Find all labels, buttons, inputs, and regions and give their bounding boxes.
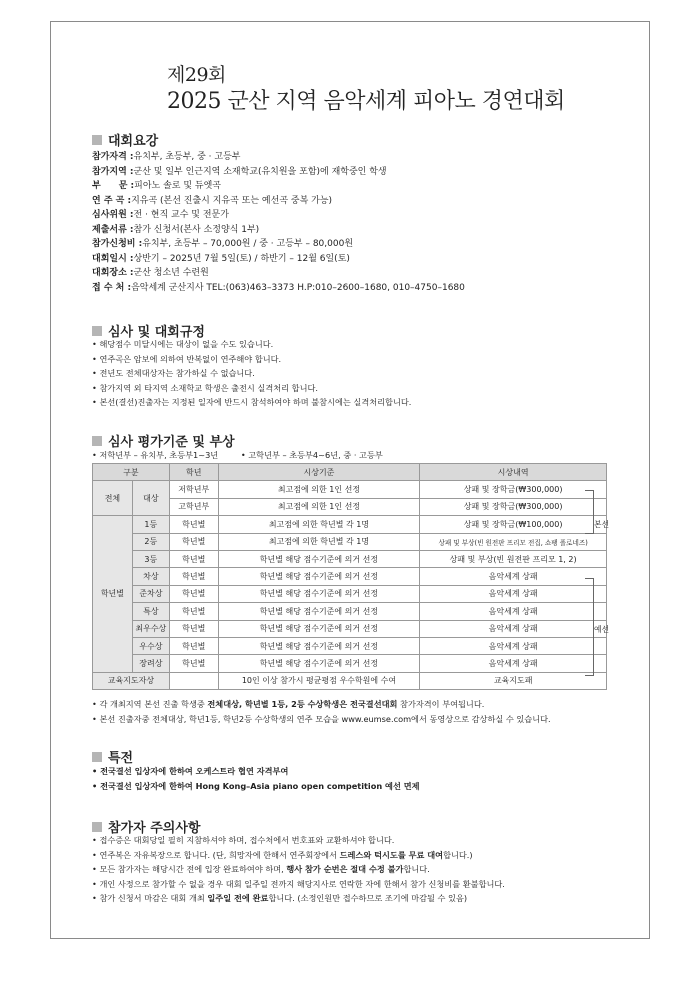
overview-value: 유치부, 초등부, 중 · 고등부 [133,152,241,162]
prize-cell: 음악세계 상패 [420,585,607,602]
prize-cell: 음악세계 상패 [420,603,607,620]
overview-label: 접 수 처 : [92,282,132,293]
overview-item [92,150,465,165]
grade-cell: 학년별 [169,603,218,620]
group-cell: 학년별 [93,516,133,673]
prize-cell: 상패 및 장학금(₩300,000) [420,481,607,498]
grade-cell: 학년별 [169,533,218,550]
group-cell: 전체 [93,481,133,516]
notice-item: • 접수증은 대회당일 필히 지참하셔야 하며, 접수처에서 번호표와 교환하셔야 합니다. [92,833,505,848]
criteria-cell: 학년별 해당 점수기준에 의거 선정 [218,568,420,585]
overview-label: 부 문 : [92,181,135,191]
footnote-item: • 각 개최지역 본선 진출 학생중 전체대상, 학년별 1등, 2등 수상학생은 전국결선대회 참가자격이 부여됩니다. [92,697,551,712]
overview-value: 상반기 – 2025년 7월 5일(토) / 하반기 – 12월 6일(토) [133,253,350,264]
table-row [93,620,607,637]
overview-value: 피아노 솔로 및 듀엣곡 [134,181,221,191]
header-category: 구분 [93,464,170,481]
table-row [93,672,607,689]
award-table [92,463,610,690]
overview-value: 지유곡 (본선 진출시 지유곡 또는 예선곡 중복 가능) [131,195,333,206]
prize-cell: 교육지도패 [420,672,607,689]
criteria-cell: 학년별 해당 점수기준에 의거 선정 [218,585,420,602]
award-cell: 2등 [132,533,169,550]
criteria-cell: 학년별 해당 점수기준에 의거 선정 [218,603,420,620]
table-row [93,516,607,533]
overview-item [92,179,465,194]
overview-label: 대회일시 : [92,253,134,264]
square-bullet-icon [92,135,102,145]
overview-label: 심사위원 : [92,210,134,220]
award-cell: 최우수상 [132,620,169,637]
rule-item: • 연주곡은 암보에 의하여 반복없이 연주해야 합니다. [92,352,411,367]
notice-item: • 개인 사정으로 참가할 수 없을 경우 대회 일주일 전까지 해당지사로 연락한 자에 한해서 참가 신청비를 환불합니다. [92,877,505,892]
rules-list [92,337,411,410]
overview-item [92,266,465,281]
overview-item [92,252,465,267]
notice-list [92,833,505,906]
criteria-footnotes [92,697,551,726]
grade-cell: 저학년부 [169,481,218,498]
table-row [93,498,607,515]
prize-cell: 상패 및 장학금(₩300,000) [420,498,607,515]
grade-cell: 학년별 [169,516,218,533]
square-bullet-icon [92,822,102,832]
award-cell: 특상 [132,603,169,620]
notice-item: • 참가 신청서 마감은 대회 개최 일주일 전에 완료합니다. (소정인원만 접수하므로 조기에 마감될 수 있음) [92,891,505,906]
section-title: 심사 평가기준 및 부상 [108,435,235,450]
section-title: 대회요강 [108,134,159,149]
criteria-cell: 학년별 해당 점수기준에 의거 선정 [218,550,420,567]
grade-cell: 학년별 [169,585,218,602]
edition-label: 제29회 [167,64,226,86]
grade-cell: 학년별 [169,620,218,637]
prize-cell: 음악세계 상패 [420,568,607,585]
section-heading-criteria [92,431,235,450]
overview-item [92,237,465,252]
overview-value: 유치부, 초등부 – 70,000원 / 중 · 고등부 – 80,000원 [142,239,354,249]
award-cell: 교육지도자상 [93,672,170,689]
benefit-item: • 전국결선 입상자에 한하여 오케스트라 협연 자격부여 [92,764,420,779]
grade-cell: 학년별 [169,655,218,672]
overview-value: 군산 청소년 수련원 [133,268,209,278]
overview-value: 음악세계 군산지사 TEL:(063)463–3373 H.P:010–2600–1680, 010–4750–1680 [131,282,465,293]
upper-grade-note: • 고학년부 – 초등부4~6년, 중 · 고등부 [240,450,383,460]
prize-cell: 음악세계 상패 [420,637,607,654]
table-row [93,585,607,602]
square-bullet-icon [92,326,102,336]
notice-item: • 연주복은 자유복장으로 합니다. (단, 희망자에 한해서 연주회장에서 드레스와 턱시도를 무료 대여합니다.) [92,848,505,863]
overview-label: 대회장소 : [92,268,134,278]
grade-cell: 학년별 [169,568,218,585]
section-heading-overview [92,130,158,149]
table-row [93,655,607,672]
criteria-cell: 최고점에 의한 학년별 각 1명 [218,533,420,550]
overview-item [92,281,465,296]
criteria-cell: 10인 이상 참가시 평균평점 우수학원에 수여 [218,672,420,689]
overview-item [92,223,465,238]
table-row [93,550,607,567]
award-cell: 1등 [132,516,169,533]
prize-cell: 상패 및 부상(빈 원전판 프리모 전집, 쇼팽 폴로네즈) [420,533,607,550]
page-title: 2025 군산 지역 음악세계 피아노 경연대회 [167,89,565,114]
prelim-bracket-label: 예선 [594,625,610,634]
benefits-list [92,764,420,793]
section-title: 심사 및 대회규정 [108,325,205,340]
square-bullet-icon [92,752,102,762]
criteria-cell: 최고점에 의한 1인 선정 [218,498,420,515]
overview-list [92,150,465,295]
square-bullet-icon [92,436,102,446]
benefit-item: • 전국결선 입상자에 한하여 Hong Kong–Asia piano open competition 예선 면제 [92,779,420,794]
table-row [93,603,607,620]
notice-item: • 모든 참가자는 해당시간 전에 입장 완료하여야 하며, 행사 참가 순번은 절대 수정 불가합니다. [92,862,505,877]
criteria-cell: 학년별 해당 점수기준에 의거 선정 [218,620,420,637]
criteria-cell: 학년별 해당 점수기준에 의거 선정 [218,655,420,672]
rule-item: • 해당점수 미달시에는 대상이 없을 수도 있습니다. [92,337,411,352]
award-cell: 대상 [132,481,169,516]
overview-label: 참가지역 : [92,166,134,177]
table-row [93,533,607,550]
footnote-item: • 본선 진출자중 전체대상, 학년1등, 학년2등 수상학생의 연주 모습을 www.eumse.com에서 동영상으로 감상하실 수 있습니다. [92,712,551,727]
overview-item [92,165,465,180]
header-criteria: 시상기준 [218,464,420,481]
prize-cell: 상패 및 장학금(₩100,000) [420,516,607,533]
criteria-cell: 학년별 해당 점수기준에 의거 선정 [218,637,420,654]
award-cell: 준차상 [132,585,169,602]
grade-cell: 고학년부 [169,498,218,515]
overview-label: 참가자격 : [92,152,134,162]
grade-group-note [92,450,403,461]
criteria-cell: 최고점에 의한 학년별 각 1명 [218,516,420,533]
award-cell: 장려상 [132,655,169,672]
award-cell: 차상 [132,568,169,585]
header-grade: 학년 [169,464,218,481]
table-row [93,637,607,654]
section-title: 참가자 주의사항 [108,821,201,836]
overview-value: 군산 및 일부 인근지역 소재학교(유치원을 포함)에 재학중인 학생 [133,166,387,177]
prelim-bracket [585,578,594,676]
grade-cell [169,672,218,689]
prize-cell: 상패 및 부상(빈 원전판 프리모 1, 2) [420,550,607,567]
grade-cell: 학년별 [169,637,218,654]
overview-value: 전 · 현직 교수 및 전문가 [133,210,229,220]
overview-item [92,208,465,223]
prize-cell: 음악세계 상패 [420,655,607,672]
lower-grade-note: • 저학년부 – 유치부, 초등부1~3년 [92,450,219,460]
overview-label: 연 주 곡 : [92,195,132,206]
prize-cell: 음악세계 상패 [420,620,607,637]
overview-item [92,194,465,209]
overview-label: 제출서류 : [92,224,134,235]
rule-item: • 본선(결선)진출자는 지정된 일자에 반드시 참석하여야 하며 불참시에는 실격처리합니다. [92,395,411,410]
section-title: 특전 [108,751,134,766]
award-cell: 우수상 [132,637,169,654]
grade-cell: 학년별 [169,550,218,567]
award-cell: 3등 [132,550,169,567]
header-prize: 시상내역 [420,464,607,481]
table-header-row [93,464,607,481]
criteria-cell: 최고점에 의한 1인 선정 [218,481,420,498]
finals-bracket [585,490,594,534]
rule-item: • 전년도 전체대상자는 참가하실 수 없습니다. [92,366,411,381]
rule-item: • 참가지역 외 타지역 소재학교 학생은 출전시 실격처리 합니다. [92,381,411,396]
overview-label: 참가신청비 : [92,239,143,249]
overview-value: 참가 신청서(본사 소정양식 1부) [133,224,260,235]
table-row [93,568,607,585]
table-row [93,481,607,498]
finals-bracket-label: 본선 [594,520,610,529]
